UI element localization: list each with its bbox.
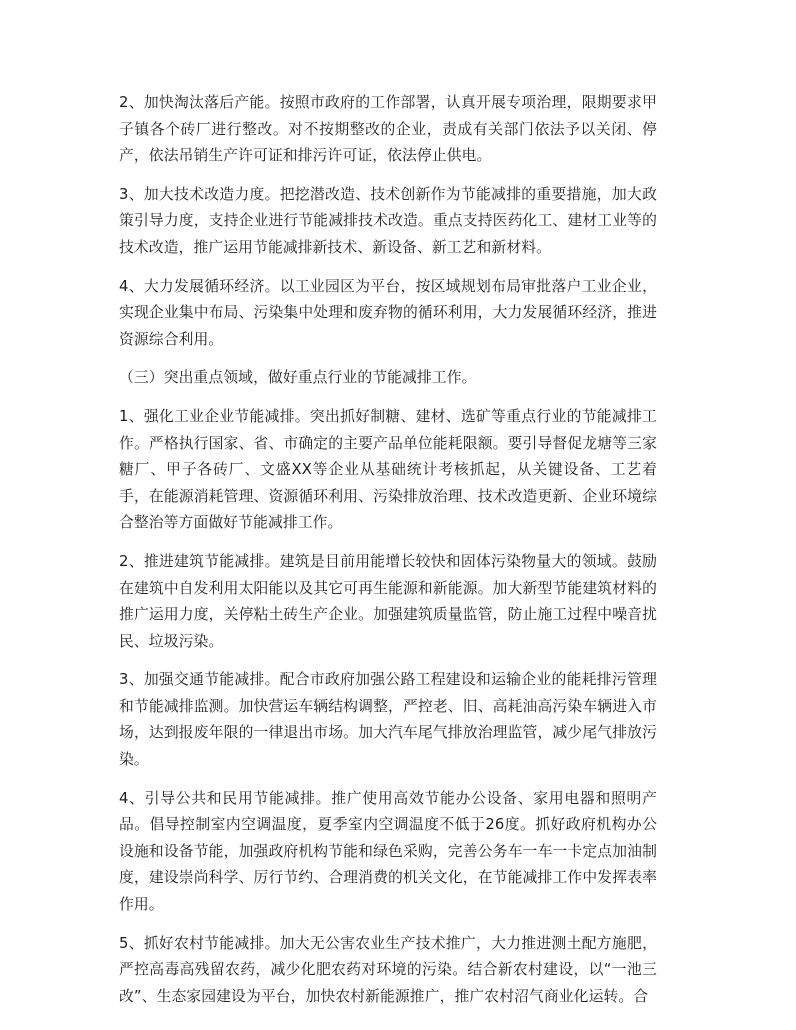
paragraph-technical-transformation: 3、加大技术改造力度。把挖潜改造、技术创新作为节能减排的重要措施，加大政策引导力度，支持企业进行节能减排技术改造。重点支持医药化工、建材工业等的技术改造，推广运用节能减排新技术、新设备、新工艺和新材料。	[119, 185, 657, 256]
paragraph-building-energy-saving: 2、推进建筑节能减排。建筑是目前用能增长较快和固体污染物量大的领域。鼓励在建筑中自发利用太阳能以及其它可再生能源和新能源。加大新型节能建筑材料的推广运用力度，关停粘土砖生产企业。加强建筑质量监管，防止施工过程中噪音扰民、垃圾污染。	[119, 552, 657, 650]
paragraph-industrial-energy-saving: 1、强化工业企业节能减排。突出抓好制糖、建材、选矿等重点行业的节能减排工作。严格执行国家、省、市确定的主要产品单位能耗限额。要引导督促龙塘等三家糖厂、甲子各砖厂、文盛XX等企业从基础统计考核抓起，从关键设备、工艺着手，在能源消耗管理、资源循环利用、污染排放治理、技术改造更新、企业环境综合整治等方面做好节能减排工作。	[119, 407, 657, 532]
section-heading-key-fields: （三）突出重点领域，做好重点行业的节能减排工作。	[119, 369, 477, 387]
paragraph-circular-economy: 4、大力发展循环经济。以工业园区为平台，按区域规划布局审批落户工业企业，实现企业集中布局、污染集中处理和废弃物的循环利用，大力发展循环经济，推进资源综合利用。	[119, 277, 657, 348]
document-body	[119, 90, 657, 1022]
paragraph-public-civil-energy-saving: 4、引导公共和民用节能减排。推广使用高效节能办公设备、家用电器和照明产品。倡导控制室内空调温度，夏季室内空调温度不低于26度。抓好政府机构办公设施和设备节能，加强政府机构节能和绿色采购，完善公务车一车一卡定点加油制度，建设崇尚科学、厉行节约、合理消费的机关文化，在节能减排工作中发挥表率作用。	[119, 789, 657, 914]
paragraph-rural-energy-saving: 5、抓好农村节能减排。加大无公害农业生产技术推广，大力推进测土配方施肥，严控高毒高残留农药，减少化肥农药对环境的污染。结合新农村建设，以“一池三改”、生态家园建设为平台，加快农村新能源推广，推广农村沼气商业化运转。合	[119, 934, 657, 1005]
paragraph-eliminate-backward-capacity: 2、加快淘汰落后产能。按照市政府的工作部署，认真开展专项治理，限期要求甲子镇各个砖厂进行整改。对不按期整改的企业，责成有关部门依法予以关闭、停产，依法吊销生产许可证和排污许可证，依法停止供电。	[119, 94, 657, 165]
paragraph-transport-energy-saving: 3、加强交通节能减排。配合市政府加强公路工程建设和运输企业的能耗排污管理和节能减排监测。加快营运车辆结构调整，严控老、旧、高耗油高污染车辆进入市场，达到报废年限的一律退出市场。加大汽车尾气排放治理监管，减少尾气排放污染。	[119, 671, 657, 769]
